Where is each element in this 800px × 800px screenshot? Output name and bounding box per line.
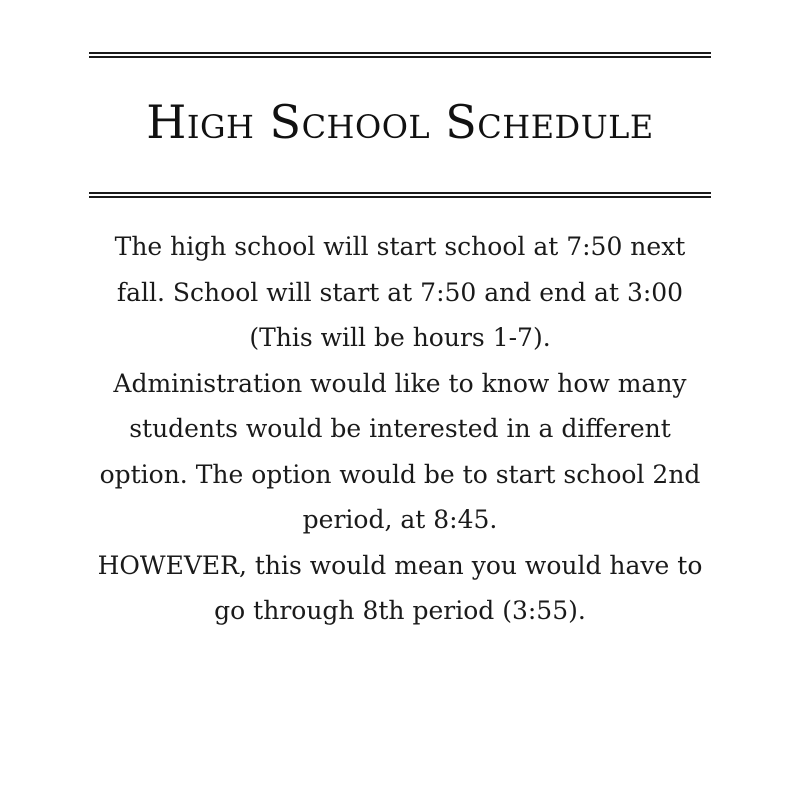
body-line: Administration would like to know how many <box>113 368 687 398</box>
body-line: go through 8th period (3:55). <box>214 596 586 625</box>
body-line: The high school will start school at 7:50 next <box>114 232 686 261</box>
top-rule-line-2 <box>89 56 711 58</box>
body-line: option. The option would be to start school 2nd <box>99 459 701 489</box>
announcement-body <box>10 224 790 634</box>
page-title: High School Schedule <box>146 95 654 149</box>
bottom-double-rule <box>89 192 711 198</box>
body-line: (This will be hours 1-7). <box>249 323 551 352</box>
bottom-rule-line-1 <box>89 192 711 194</box>
body-line: period, at 8:45. <box>302 505 498 534</box>
top-double-rule <box>89 52 711 58</box>
body-line: students would be interested in a different <box>129 414 671 443</box>
bottom-rule-line-2 <box>89 196 711 198</box>
body-line: fall. School will start at 7:50 and end at 3:00 <box>116 277 684 307</box>
top-rule-line-1 <box>89 52 711 54</box>
body-line: HOWEVER, this would mean you would have to <box>97 550 703 580</box>
